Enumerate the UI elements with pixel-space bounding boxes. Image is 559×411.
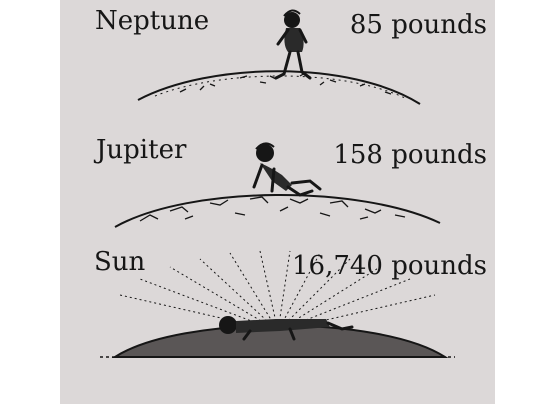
planet-name-neptune: Neptune (95, 6, 210, 36)
neptune-scene (60, 0, 495, 110)
boy-kneeling-figure (254, 143, 320, 195)
weight-jupiter: 158 pounds (333, 140, 487, 170)
jupiter-scene (60, 125, 495, 235)
weight-neptune: 85 pounds (349, 10, 487, 40)
jupiter-mound (115, 195, 440, 227)
weight-sun: 16,740 pounds (291, 251, 487, 281)
boy-standing-figure (276, 10, 310, 78)
planet-name-sun: Sun (94, 247, 146, 277)
planet-name-jupiter: Jupiter (96, 135, 187, 165)
sun-scene (60, 245, 495, 370)
illustration-page (60, 0, 495, 404)
